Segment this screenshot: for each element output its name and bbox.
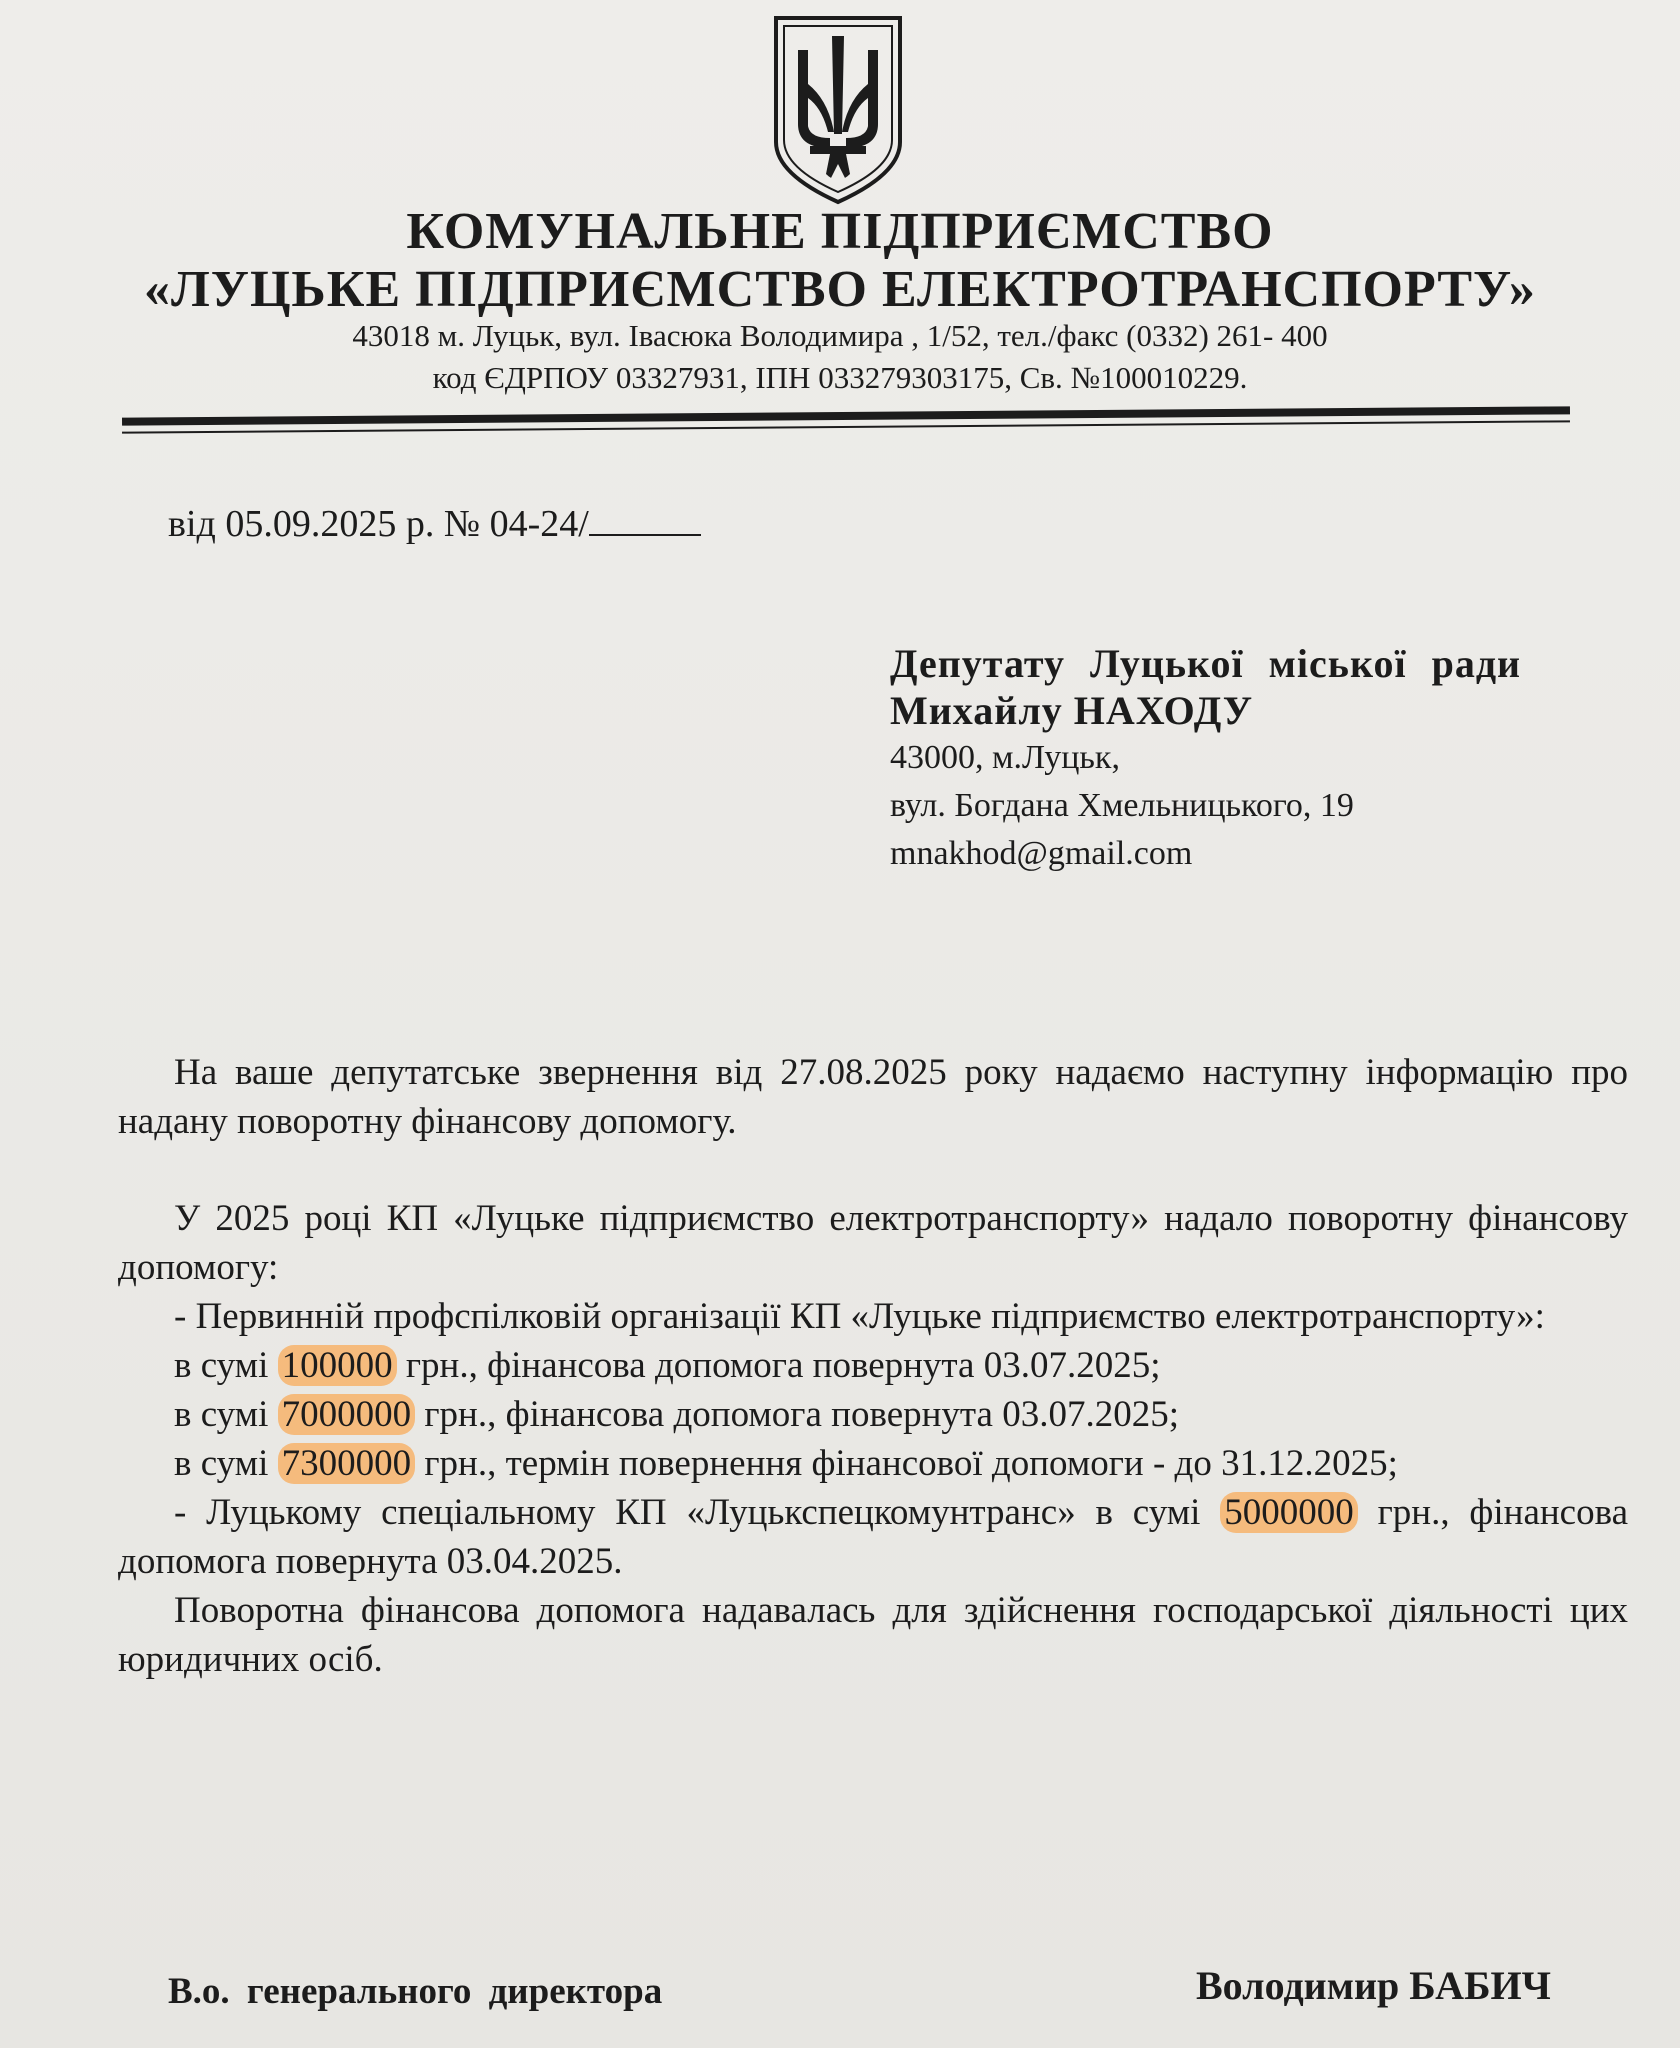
sum-line-3: в сумі 7300000 грн., термін повернення фінансової допомоги - до 31.12.2025;	[174, 1443, 1398, 1484]
organization-address: 43018 м. Луцьк, вул. Івасюка Володимира , 1/52, тел./факс (0332) 261- 400	[352, 318, 1328, 353]
closing-paragraph: Поворотна фінансова допомога надавалась для здійснення господарської діяльності цих юридичних осіб.	[118, 1590, 1628, 1680]
recipient-street: вул. Богдана Хмельницького, 19	[890, 787, 1354, 824]
organization-codes: код ЄДРПОУ 03327931, ІПН 033279303175, Св. №100010229.	[432, 360, 1248, 395]
trident-emblem-icon	[770, 14, 906, 206]
recipient-name: Михайлу НАХОДУ	[890, 688, 1254, 733]
organization-name-line2: «ЛУЦЬКЕ ПІДПРИЄМСТВО ЕЛЕКТРОТРАНСПОРТУ»	[144, 261, 1536, 318]
recipient-item-2: - Луцькому спеціальному КП «Луцькспецкомунтранс» в сумі 5000000 грн., фінансова допомога повернута 03.04.2025.	[118, 1492, 1629, 1582]
reference-text: від 05.09.2025 р. № 04-24/	[168, 503, 589, 545]
intro-paragraph: На ваше депутатське звернення від 27.08.2025 року надаємо наступну інформацію про надану поворотну фінансову допомогу.	[118, 1052, 1628, 1142]
recipient-city: 43000, м.Луцьк,	[890, 739, 1120, 776]
signatory-name: Володимир БАБИЧ	[1196, 1963, 1551, 2008]
sum-line-2: в сумі 7000000 грн., фінансова допомога повернута 03.07.2025;	[174, 1394, 1179, 1435]
recipient-block	[890, 640, 1570, 878]
reference-blank-line	[589, 504, 701, 536]
signatory-position: В.о. генерального директора	[168, 1971, 663, 2012]
document-reference	[168, 502, 701, 546]
recipient-email: mnakhod@gmail.com	[890, 835, 1193, 872]
assistance-paragraph: У 2025 році КП «Луцьке підприємство електротранспорту» надало поворотну фінансову допомогу:	[118, 1198, 1628, 1288]
organization-name-line1: КОМУНАЛЬНЕ ПІДПРИЄМСТВО	[406, 203, 1274, 260]
recipient-title: Депутату Луцької міської ради	[890, 641, 1522, 686]
highlighted-amount: 7000000	[278, 1394, 416, 1435]
highlighted-amount: 5000000	[1220, 1492, 1358, 1533]
highlighted-amount: 100000	[278, 1345, 397, 1386]
recipient-item-1: - Первинній профспілковій організації КП «Луцьке підприємство електротранспорту»:	[174, 1296, 1545, 1337]
highlighted-amount: 7300000	[278, 1443, 416, 1484]
sum-line-1: в сумі 100000 грн., фінансова допомога повернута 03.07.2025;	[174, 1345, 1161, 1386]
letter-body	[118, 1048, 1628, 1684]
